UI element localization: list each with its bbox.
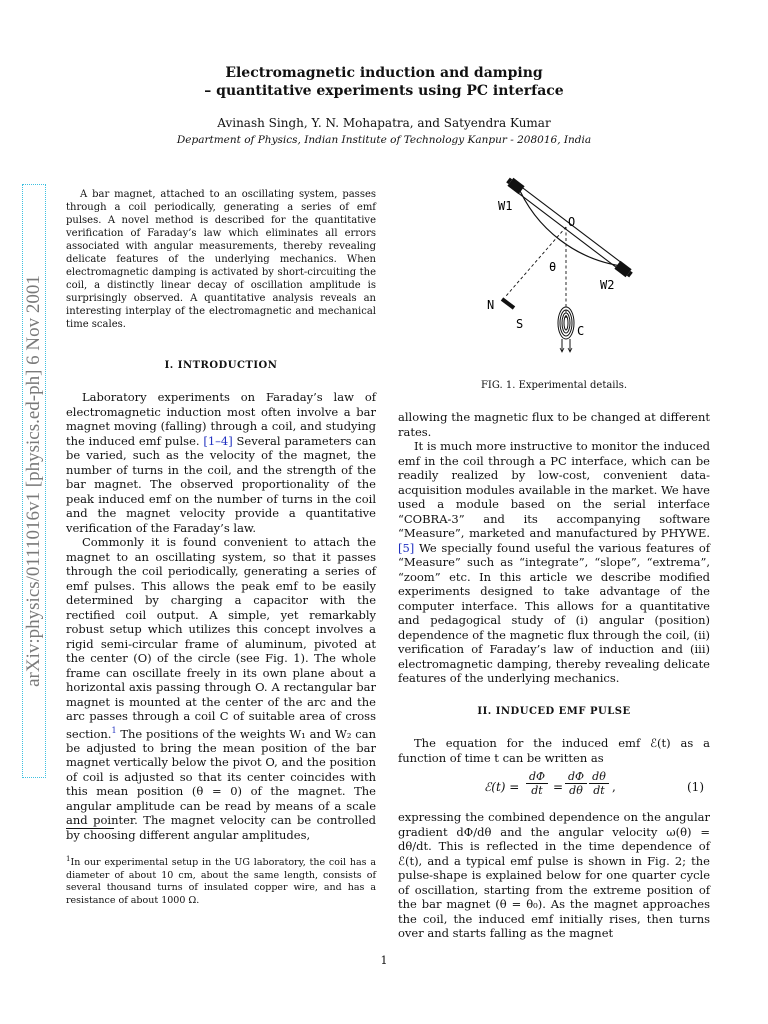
intro-p1-text-a: Laboratory experiments on Faraday’s law of electromagnetic induction most often involve a bar magnet moving (falling) through a coil, and studying the induced emf pulse. — [66, 390, 376, 448]
left-column — [66, 390, 376, 842]
eq-equals: = — [553, 780, 564, 794]
right-column-top — [398, 410, 710, 686]
intro-p2-text-b: The positions of the weights W₁ and W₂ can be adjusted to bring the mean position of the bar magnet vertically below the pivot O, and the position of coil is adjusted so that its center coincides with this mean position (θ = 0) of the magnet. The angular amplitude can be read by means of a scale and pointer. The magnet velocity can be controlled by choosing different angular amplitudes, — [66, 726, 376, 842]
label-theta: θ — [549, 260, 557, 274]
eq-frac3-den: dt — [589, 783, 609, 797]
label-w1: W1 — [498, 199, 513, 213]
footnote-link-1[interactable]: 1 — [111, 725, 117, 735]
abstract — [66, 188, 376, 331]
footnote — [66, 853, 376, 907]
eq-frac3 — [589, 770, 609, 797]
footnote-rule — [66, 828, 114, 829]
eq-frac1-den: dt — [526, 783, 548, 797]
figure-1-diagram — [398, 168, 710, 363]
label-s: S — [516, 317, 524, 331]
arxiv-id: arXiv:physics/0111016v1 [physics.ed-ph] 6 Nov 2001 — [23, 275, 44, 687]
eq-lhs: ℰ(t) = — [484, 780, 520, 794]
page-number: 1 — [380, 954, 388, 967]
coil — [558, 307, 574, 352]
intro-paragraph-2 — [66, 535, 376, 842]
emf-intro — [398, 736, 710, 765]
eq-frac1 — [526, 770, 548, 797]
author-list: Avinash Singh, Y. N. Mohapatra, and Satyendra Kumar — [217, 116, 551, 130]
frame-bar-edge-2 — [513, 189, 623, 272]
emf-continued — [398, 810, 710, 941]
section-heading-induced-emf: II. INDUCED EMF PULSE — [477, 706, 631, 717]
title-line-2: – quantitative experiments using PC interface — [204, 83, 564, 99]
figure-1-caption: FIG. 1. Experimental details. — [480, 380, 628, 391]
paper-title — [0, 64, 768, 100]
right-paragraph-1: allowing the magnetic flux to be changed at different rates. — [398, 410, 710, 439]
footnote-text: In our experimental setup in the UG laboratory, the coil has a diameter of about 10 cm, about the same length, consists of several thousand turns of insulated copper wire, and has a resistance of about 1000 Ω. — [66, 857, 376, 906]
eq-frac2-den: dθ — [565, 783, 587, 797]
footnote-mark: 1 — [66, 855, 71, 863]
eq-frac2 — [565, 770, 587, 797]
bar-magnet — [502, 299, 514, 308]
weight-w2 — [614, 261, 634, 279]
eq-frac1-num: dΦ — [528, 770, 546, 783]
abstract-text: A bar magnet, attached to an oscillating system, passes through a coil periodically, generating a series of emf pulses. A novel method is described for the quantitative verification of Faraday’s law which eliminates all errors associated with angular measurements, thereby revealing delicate features of the underlying mechanics. When electromagnetic damping is activated by short-circuiting the coil, a distinctly linear decay of oscillation amplitude is surprisingly observed. A quantitative analysis reveals an interesting interplay of the electromagnetic and mechanical time scales. — [66, 189, 376, 330]
eq-comma: , — [612, 780, 616, 794]
eq-frac3-num: dθ — [592, 770, 606, 783]
intro-p1-text-b: Several parameters can be varied, such as the velocity of the magnet, the number of turns in the coil, and the strength of the bar magnet. The observed proportionality of the peak induced emf on the number of turns in the coil and the magnet velocity provide a quantitative verification of the Faraday’s law. — [66, 433, 377, 535]
radius-dashed-line — [506, 227, 566, 296]
right-paragraph-2 — [398, 439, 710, 686]
intro-paragraph-1 — [66, 390, 376, 535]
eq-number: (1) — [687, 780, 704, 794]
label-o: O — [568, 215, 576, 229]
label-w2: W2 — [600, 278, 615, 292]
right-p2-text-b: We specially found useful the various features of “Measure” such as “integrate”, “slope”, “extrema”, “zoom” etc. In this article we describe modified experiments designed to take advantage of the computer interface. This allows for a quantitative and pedagogical study of (i) angular (position) dependence of the magnetic flux through the coil, (ii) verification of Faraday’s law of induction and (iii) electromagnetic damping, thereby revealing delicate features of the underlying mechanics. — [398, 540, 710, 685]
equation-1 — [398, 770, 710, 806]
title-line-1: Electromagnetic induction and damping — [225, 65, 543, 81]
weight-w1 — [505, 176, 525, 194]
arxiv-stamp — [24, 186, 44, 776]
eq-frac2-num: dΦ — [567, 770, 585, 783]
label-n: N — [487, 298, 495, 312]
affiliation: Department of Physics, Indian Institute of Technology Kanpur - 208016, India — [176, 134, 592, 146]
section-heading-introduction: I. INTRODUCTION — [164, 360, 278, 371]
emf-paragraph-1: The equation for the induced emf ℰ(t) as a function of time t can be written as — [398, 736, 710, 765]
emf-paragraph-2: expressing the combined dependence on the angular gradient dΦ/dθ and the angular velocity ω(θ) = dθ/dt. This is reflected in the time dependence of ℰ(t), and a typical emf pulse is shown in Fig. 2; the pulse-shape is explained below for one quarter cycle of oscillation, starting from the extreme position of the bar magnet (θ = θ₀). As the magnet approaches the coil, the induced emf initially rises, then turns over and starts falling as the magnet — [398, 810, 710, 940]
citation-link-1-4[interactable]: [1–4] — [203, 433, 233, 448]
right-p2-text-a: It is much more instructive to monitor the induced emf in the coil through a PC interface, which can be readily realized by low-cost, convenient data-acquisition modules available in the market. We have used a module based on the serial interface “COBRA-3” and its accompanying software “Measure”, marketed and manufactured by PHYWE. — [398, 439, 710, 540]
citation-link-5[interactable]: [5] — [398, 540, 415, 555]
label-c: C — [577, 324, 585, 338]
intro-p2-text-a: Commonly it is found convenient to attach the magnet to an oscillating system, so that it passes through the coil periodically, generating a series of emf pulses. This allows the peak emf to be easily determined by charging a capacitor with the rectified coil output. A simple, yet remarkably robust setup which utilizes this concept involves a rigid semi-circular frame of aluminum, pivoted at the center (O) of the circle (see Fig. 1). The whole frame can oscillate freely in its own plane about a horizontal axis passing through O. A rectangular bar magnet is mounted at the center of the arc and the arc passes through a coil C of suitable area of cross section. — [66, 535, 376, 741]
